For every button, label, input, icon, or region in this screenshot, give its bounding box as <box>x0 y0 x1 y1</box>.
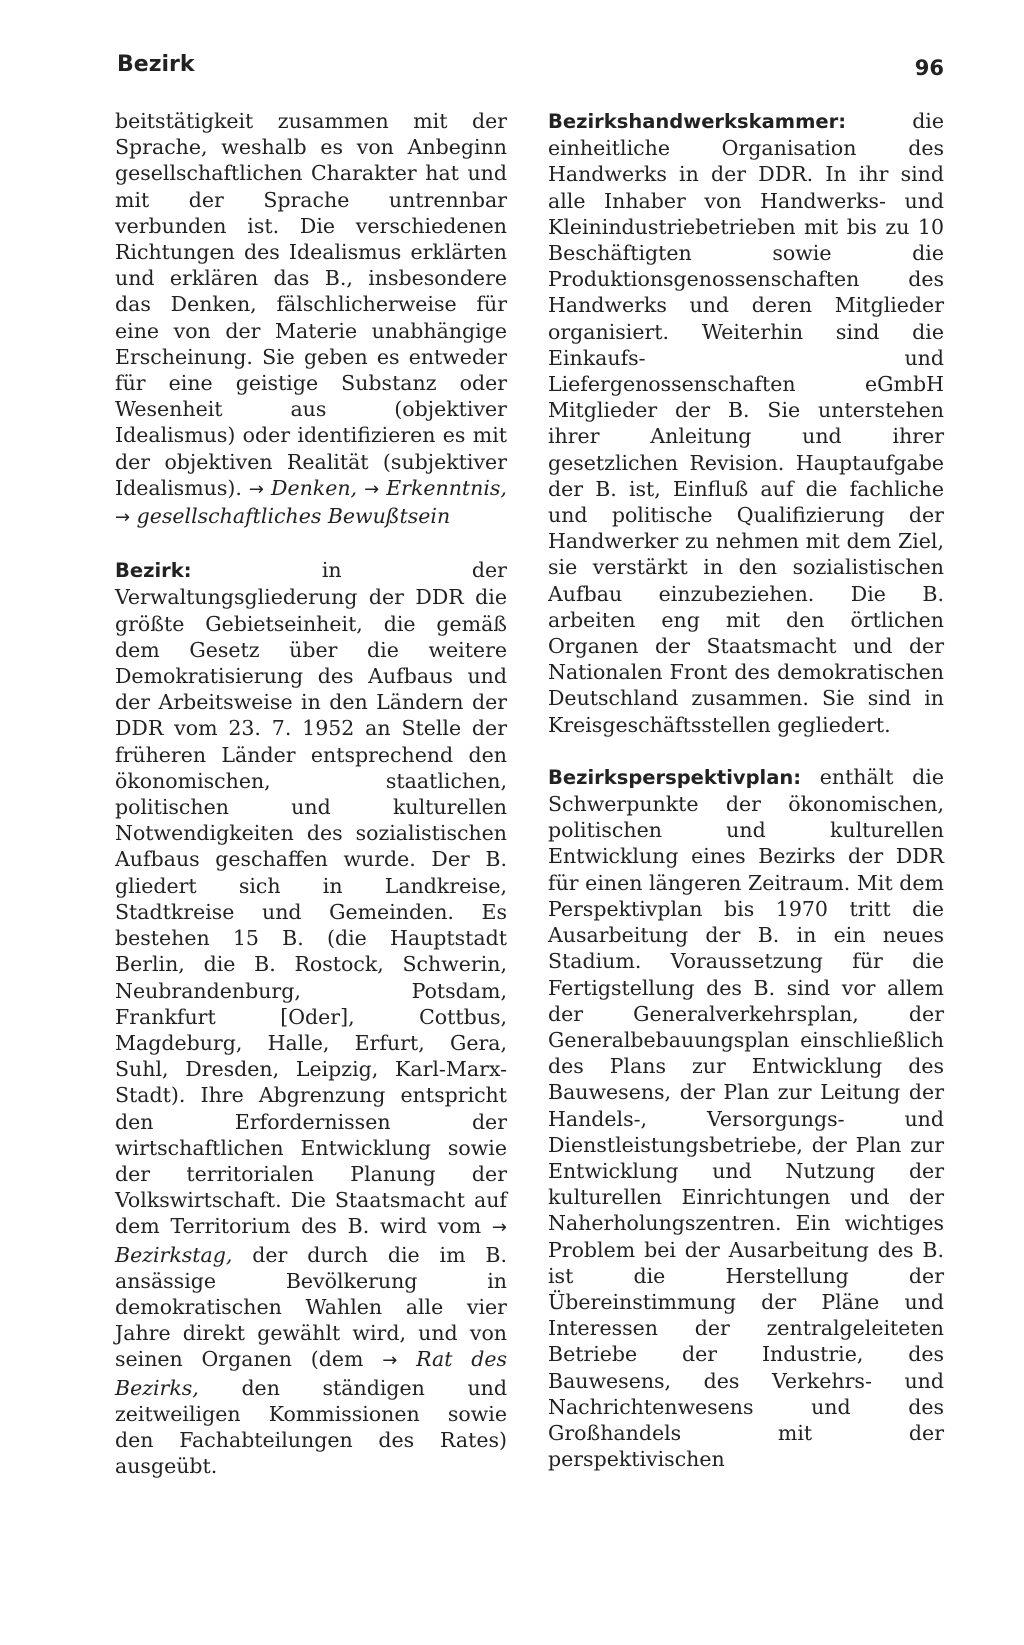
entry-bezirkshandwerkskammer <box>548 108 944 738</box>
cross-reference-arrow-icon: → <box>491 1217 507 1239</box>
entry-bezirk <box>115 557 507 1479</box>
cross-reference-rat-des-bezirks[interactable]: Rat des Bezirks, <box>115 1347 507 1400</box>
cross-reference-arrow-icon: → <box>248 478 264 500</box>
cross-reference-arrow-icon: → <box>364 478 380 500</box>
entry-text-part-3: den ständigen und zeitweiligen Kommissionen sowie den Fachabteilungen des Rates) ausgeübt. <box>115 1375 507 1479</box>
entry-text: enthält die Schwerpunkte der ökonomischen, politischen und kulturellen Entwicklung eines Bezirks der DDR für einen längeren Zeitraum. Mit dem Perspektivplan bis 1970 tritt die Ausarbeitung der B. in ein neues Stadium. Voraussetzung für die Fertigstellung des B. sind vor allem der Generalverkehrsplan, der Generalbebauungsplan einschließlich des Plans zur Entwicklung des Bauwesens, der Plan zur Leitung der Handels-, Versorgungs- und Dienstleistungsbetriebe, der Plan zur Entwicklung und Nutzung der kulturellen Einrichtungen und der Naherholungszentren. Ein wichtiges Problem bei der Ausarbeitung des B. ist die Herstellung der Übereinstimmung der Pläne und Interessen der zentralgeleiteten Betriebe der Industrie, des Bauwesens, des Verkehrs- und Nachrichtenwesens und des Großhandels mit der perspektivischen <box>548 764 944 1472</box>
page-number: 96 <box>914 56 944 80</box>
cross-reference-arrow-icon: → <box>115 507 131 529</box>
continuation-paragraph <box>115 108 507 531</box>
entry-lemma-bezirkshandwerkskammer: Bezirkshandwerkskammer: <box>548 110 847 133</box>
cross-reference-erkenntnis[interactable]: Erkenntnis, <box>386 475 507 500</box>
entry-text: die einheitliche Organisation des Handwerks in der DDR. In ihr sind alle Inhaber von Handwerks- und Kleinindustriebetrieben mit bis zu 10 Beschäftigten sowie die Produktionsgenossenschaften des Handwerks und deren Mitglieder organisiert. Weiterhin sind die Einkaufs- und Liefergenossenschaften eGmbH Mitglieder der B. Sie unterstehen ihrer Anleitung und ihrer gesetzlichen Revision. Hauptaufgabe der B. ist, Einfluß auf die fachliche und politische Qualifizierung der Handwerker zu nehmen mit dem Ziel, sie verstärkt in den sozialistischen Aufbau einzubeziehen. Die B. arbeiten eng mit den örtlichen Organen der Staatsmacht und der Nationalen Front des demokratischen Deutschland zusammen. Sie sind in Kreisgeschäftsstellen gegliedert. <box>548 109 944 737</box>
cross-reference-arrow-icon: → <box>382 1350 398 1372</box>
entry-lemma-bezirk: Bezirk: <box>115 559 192 583</box>
entry-lemma-bezirksperspektivplan: Bezirksperspektivplan: <box>548 765 802 789</box>
entry-bezirksperspektivplan <box>548 764 944 1472</box>
continuation-text: beitstätigkeit zusammen mit der Sprache, weshalb es von Anbeginn gesellschaftlichen Charakter hat und mit der Sprache untrennbar verbunden ist. Die verschiedenen Richtungen des Idealismus erklärten und erklären das B., insbesondere das Denken, fälschlicherweise für eine von der Materie unabhängige Erscheinung. Sie geben es entweder für eine geistige Substanz oder Wesenheit aus (objektiver Idealismus) oder identifizieren es mit der objektiven Realität (subjektiver Idealismus). <box>115 109 507 500</box>
cross-reference-bezirkstag[interactable]: Bezirkstag, <box>115 1242 233 1267</box>
entry-text-part-1: in der Verwaltungsgliederung der DDR die größte Gebietseinheit, die gemäß dem Gesetz über die weitere Demokratisierung des Aufbaus und der Arbeitsweise in den Ländern der DDR vom 23. 7. 1952 an Stelle der früheren Länder entsprechend den ökonomischen, staatlichen, politischen und kulturellen Notwendigkeiten des sozialistischen Aufbaus geschaffen wurde. Der B. gliedert sich in Landkreise, Stadtkreise und Gemeinden. Es bestehen 15 B. (die Hauptstadt Berlin, die B. Rostock, Schwerin, Neubrandenburg, Potsdam, Frankfurt [Oder], Cottbus, Magdeburg, Halle, Erfurt, Gera, Suhl, Dresden, Leipzig, Karl-Marx-Stadt). Ihre Abgrenzung entspricht den Erfordernissen der wirtschaftlichen Entwicklung sowie der territorialen Planung der Volkswirtschaft. Die Staatsmacht auf dem Territorium des B. wird vom <box>115 558 507 1239</box>
cross-reference-bewusstsein[interactable]: gesellschaftliches Bewußtsein <box>136 504 451 529</box>
running-head: Bezirk <box>117 52 195 77</box>
right-column <box>548 108 944 1498</box>
left-column <box>115 108 507 1505</box>
cross-reference-denken[interactable]: Denken, <box>271 475 358 500</box>
entry-text-part-2: der durch die im B. ansässige Bevölkerung in demokratischen Wahlen alle vier Jahre direkt gewählt wird, und von seinen Organen (dem <box>115 1242 507 1372</box>
